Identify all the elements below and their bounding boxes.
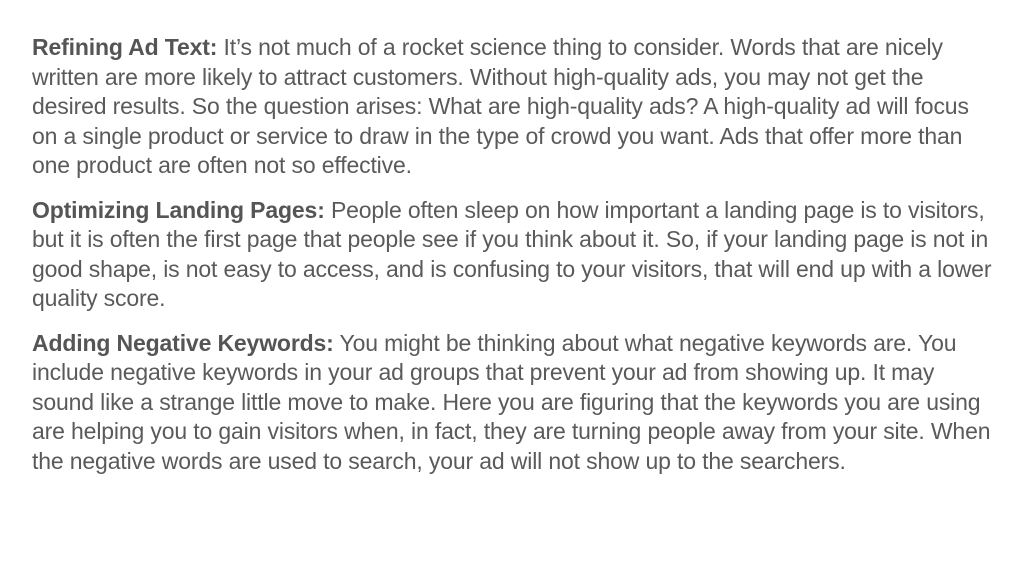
section-body: You might be thinking about what negative keywords are. You include negative keywords in your ad groups that prevent your ad from showing up. It may sound like a strange little move to make. Here you are figuring that the keywords you are using are helping you to gain visitors when, in fact, they are turning people away from your site. When the negative words are used to search, your ad will not show up to the searchers. (32, 329, 991, 474)
section-adding-negative-keywords (32, 329, 998, 477)
section-body: People often sleep on how important a landing page is to visitors, but it is often the first page that people see if you think about it. So, if your landing page is not in good shape, is not easy to access, and is confusing to your visitors, that will end up with a lower quality score. (32, 196, 992, 311)
section-body: It’s not much of a rocket science thing to consider. Words that are nicely written are more likely to attract customers. Without high-quality ads, you may not get the desired results. So the question arises: What are high-quality ads? A high-quality ad will focus on a single product or service to draw in the type of crowd you want. Ads that offer more than one product are often not so effective. (32, 34, 969, 178)
section-optimizing-landing-pages (32, 196, 998, 314)
section-heading: Refining Ad Text: (32, 34, 218, 60)
section-heading: Adding Negative Keywords: (32, 329, 334, 356)
section-refining-ad-text (32, 33, 998, 181)
section-heading: Optimizing Landing Pages: (32, 196, 325, 223)
